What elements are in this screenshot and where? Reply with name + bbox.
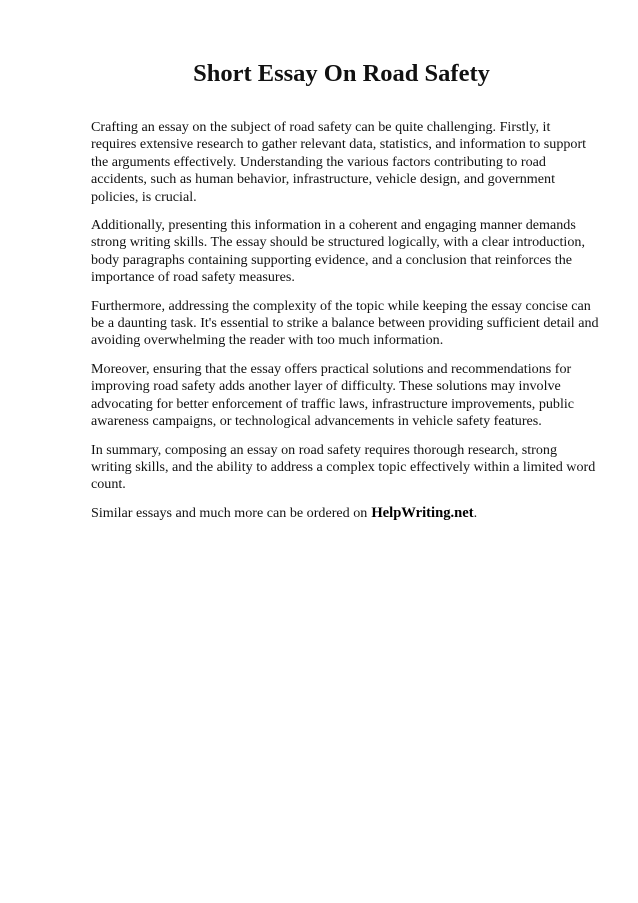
paragraph-1: Crafting an essay on the subject of road safety can be quite challenging. Firstly, it requires extensive research to gather relevant data, statistics, and information to support the arguments effectively. Understanding the various factors contributing to road accidents, such as human behavior, infrastructure, vehicle design, and government policies, is crucial.	[91, 119, 587, 205]
paragraph-5: In summary, composing an essay on road safety requires thorough research, strong writing skills, and the ability to address a complex topic effectively within a limited word count.	[91, 441, 596, 493]
paragraph-2: Additionally, presenting this information in a coherent and engaging manner demands strong writing skills. The essay should be structured logically, with a clear introduction, body paragraphs containing supporting evidence, and a conclusion that reinforces the importance of road safety measures.	[91, 217, 585, 286]
promo-period: .	[473, 504, 478, 521]
paragraph-3: Furthermore, addressing the complexity of the topic while keeping the essay concise can be a daunting task. It's essential to strike a balance between providing sufficient detail and avoiding overwhelming the reader with too much information.	[91, 297, 599, 349]
promo-line	[91, 505, 599, 522]
paragraph-4: Moreover, ensuring that the essay offers practical solutions and recommendations for improving road safety adds another layer of difficulty. These solutions may involve advocating for better enforcement of traffic laws, infrastructure improvements, public awareness campaigns, or technological advancements in vehicle safety features.	[91, 360, 575, 430]
document-title: Short Essay On Road Safety	[193, 60, 490, 87]
document-body	[91, 119, 599, 522]
helpwriting-link[interactable]: HelpWriting.net	[371, 504, 474, 521]
promo-text: Similar essays and much more can be ordered on	[91, 504, 368, 521]
